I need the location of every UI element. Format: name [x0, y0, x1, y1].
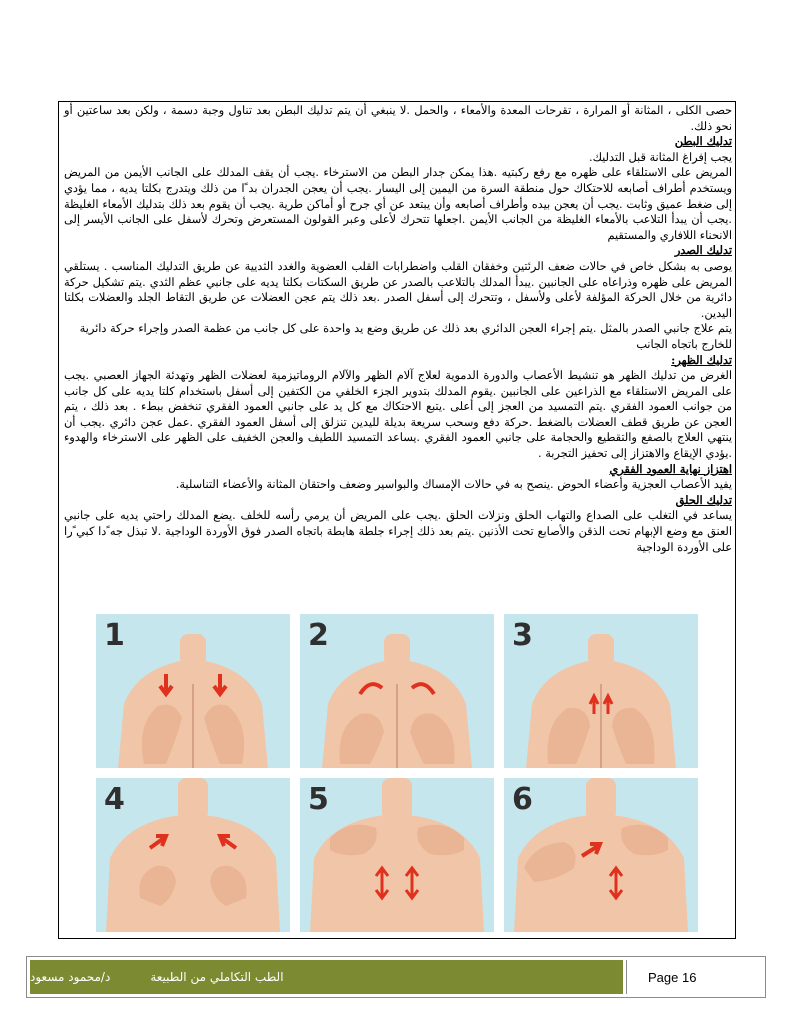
step-panel-5 [300, 778, 494, 932]
step-panel-4 [96, 778, 290, 932]
shoulders-illustration [504, 778, 698, 932]
step-panel-3 [504, 614, 698, 768]
back-paragraph-1: الغرض من تدليك الظهر هو تنشيط الأعصاب والدورة الدموية لعلاج آلام الظهر والآلام الروماتيزمية لعضلات الظهر وتهدئة الجهاز العصبي .يجب على المريض الاستلقاء مع الذراعين على الجانبين .يقوم المدلك بتدوير الجزء الخلفي من الكتفين إلى أسفل باستخدام كلتا يديه على كل جانب من جوانب العمود الفقري .يتم التمسيد من العجز إلى أعلى .يتبع الاحتكاك مع كل يد على جانبي العمود الفقري تنخفض ببطء . بعد ذلك ، يتم العجن عن طريق قطف العضلات بالضغط .حركة دفع وسحب سريعة بديلة لليدين تنزلق إلى أسفل العمود الفقري .عمل عجن دائري .يجب أن ينتهي العلاج بالصفع والتقطيع والحجامة على جانبي العمود الفقري .يساعد التمسيد اللطيف والعجن الخفيف على الظهر على الاسترخاء والهدوء .يؤدي الإيقاع والاهتزاز إلى تحفيز التجربة . [64, 369, 732, 461]
page-footer [26, 956, 766, 998]
step-number-3: 3 [512, 618, 533, 653]
intro-paragraph: حصى الكلى ، المثانة أو المرارة ، تقرحات المعدة والأمعاء ، والحمل .لا ينبغي أن يتم تدليك البطن بعد تناول وجبة دسمة ، ولكن بعد ساعتين أو نحو ذلك. [64, 104, 732, 133]
back-heading: تدليك الظهر: [671, 352, 732, 367]
shoulders-illustration [96, 778, 290, 932]
step-panel-2 [300, 614, 494, 768]
step-number-4: 4 [104, 782, 125, 817]
chest-paragraph-1: يوصى به بشكل خاص في حالات ضعف الرئتين وخفقان القلب واضطرابات القلب العضوية والغدد الثديية عن طريق التدليك المناسب . يستلقي المريض على ظهره وذراعاه على الجانبين .يبدأ المدلك بالتلاعب بالصدر عن طريق السكتات بكلتا يديه على جانبي عظم الثدي .يتم تشكيل حركة دائرية من خلال الحركة المؤلفة لأعلى ولأسفل ، وتتحرك إلى أسفل الصدر .بعد ذلك يتم عجن العضلات عن طريق التقاط الجلد والعضلات بكلتا اليدين. [64, 259, 732, 320]
chest-heading: تدليك الصدر [674, 243, 732, 258]
back-illustration [300, 614, 494, 768]
spine-heading: اهتزاز نهاية العمود الفقري [609, 461, 732, 476]
footer-author: د/محمود مسعود [30, 970, 111, 984]
step-number-1: 1 [104, 618, 125, 653]
step-number-6: 6 [512, 782, 533, 817]
footer-divider [626, 960, 627, 994]
step-number-2: 2 [308, 618, 329, 653]
shoulders-illustration [300, 778, 494, 932]
throat-heading: تدليك الحلق [675, 492, 732, 507]
massage-steps-figure [96, 614, 698, 932]
back-illustration [96, 614, 290, 768]
footer-title-bar [30, 960, 623, 994]
step-panel-1 [96, 614, 290, 768]
article-body [64, 103, 732, 555]
abdomen-paragraph-1: يجب إفراغ المثانة قبل التدليك. [589, 150, 732, 164]
chest-paragraph-2: يتم علاج جانبي الصدر بالمثل .يتم إجراء العجن الدائري بعد ذلك عن طريق وضع يد واحدة على كل جانب من عظمة الصدر وإجراء حركة دائرية للخارج باتجاه الجانب [79, 322, 732, 351]
back-illustration [504, 614, 698, 768]
abdomen-paragraph-2: المريض على الاستلقاء على ظهره مع رفع ركبتيه .هذا يمكن جدار البطن من الاسترخاء .يجب أن يقف المدلك على الجانب الأيمن من المريض ويستخدم أطراف أصابعه للاحتكاك حول منطقة السرة من اليمين إلى اليسار .يجب أن يعجن الجدران بد ًا من ذلك ويتدرج بكلتا يديه ، مما يؤدي إلى ضغط عميق وثابت .يجب أن يعجن بيده وأطراف أصابعه وأن يبتعد عن أي جرح أو أماكن طرية .يجب أن يقوم بعد ذلك بتدليك الأمعاء الغليظة .يجب أن يبدأ التلاعب بالأمعاء الغليظة من الجانب الأيمن .اجعلها تتحرك لأعلى وعبر القولون المستعرض وتحرك لأسفل على الجانب الأيسر إلى الانحناء اللافاري والمستقيم [64, 166, 732, 242]
abdomen-heading: تدليك البطن [674, 134, 732, 149]
step-number-5: 5 [308, 782, 329, 817]
footer-book-title: الطب التكاملي من الطبيعة [150, 970, 284, 984]
spine-paragraph-1: يفيد الأعصاب العجزية وأعضاء الحوض .ينصح به في حالات الإمساك والبواسير وضعف واحتقان المثانة والأعضاء التناسلية. [175, 478, 732, 492]
step-panel-6 [504, 778, 698, 932]
throat-paragraph-1: يساعد في التغلب على الصداع والتهاب الحلق ونزلات الحلق .يجب على المريض أن يرمي رأسه للخلف .يضع المدلك راحتي يديه على جانبي العنق مع وضع الإبهام تحت الذقن والأصابع تحت الأذنين .يتم بعد ذلك إجراء جلطة هابطة باتجاه الصدر فوق الأوردة الوداجية .لا تبذل جه ًدا كبي ًرا على الأوردة الوداجية [64, 509, 732, 554]
page-number: Page 16 [648, 969, 697, 985]
